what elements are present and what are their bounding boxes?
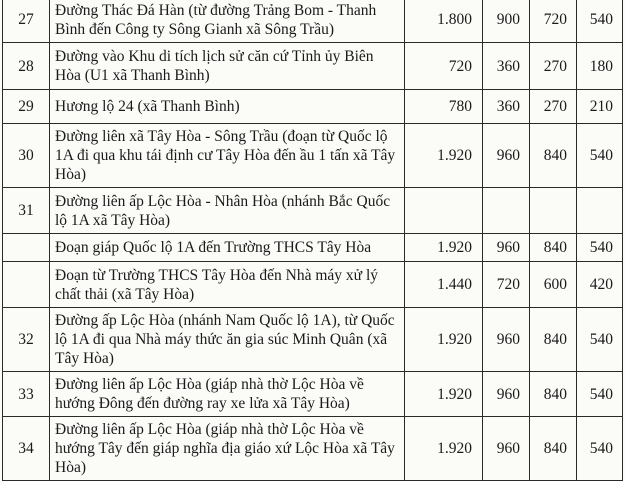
price-position-4: 420 <box>577 262 623 308</box>
price-position-3: 270 <box>530 90 577 124</box>
price-position-4: 540 <box>577 0 623 43</box>
price-position-4: 540 <box>577 308 623 372</box>
price-position-3: 840 <box>530 308 577 372</box>
table-row <box>3 124 623 188</box>
road-name: Đường liên ấp Lộc Hòa (giáp nhà thờ Lộc Hòa về hướng Đông đến đường ray xe lửa xã Tây Hòa) <box>50 372 405 417</box>
table-row <box>3 372 623 417</box>
table-row <box>3 43 623 90</box>
price-position-1: 1.920 <box>405 372 483 417</box>
price-position-2: 900 <box>483 0 530 43</box>
row-number: 34 <box>3 417 50 481</box>
road-name: Đường liên ấp Lộc Hòa (giáp nhà thờ Lộc Hòa về hướng Tây đến giáp nghĩa địa giáo xứ Lộc Hòa xã Tây Hòa) <box>50 417 405 481</box>
price-position-2: 360 <box>483 43 530 90</box>
road-name: Đoạn từ Trường THCS Tây Hòa đến Nhà máy xử lý chất thải (xã Tây Hòa) <box>50 262 405 308</box>
row-number: 30 <box>3 124 50 188</box>
price-position-1: 1.920 <box>405 234 483 262</box>
table-row <box>3 90 623 124</box>
price-position-4: 540 <box>577 234 623 262</box>
road-name: Đường Thác Đá Hàn (từ đường Trảng Bom - Thanh Bình đến Công ty Sông Gianh xã Sông Trầu) <box>50 0 405 43</box>
row-number <box>3 234 50 262</box>
road-name: Đoạn giáp Quốc lộ 1A đến Trường THCS Tây Hòa <box>50 234 405 262</box>
price-position-1: 1.440 <box>405 262 483 308</box>
table-row <box>3 188 623 234</box>
table-row <box>3 417 623 481</box>
row-number: 27 <box>3 0 50 43</box>
road-name: Hương lộ 24 (xã Thanh Bình) <box>50 90 405 124</box>
price-position-4: 540 <box>577 372 623 417</box>
table-row <box>3 262 623 308</box>
road-name: Đường liên xã Tây Hòa - Sông Trầu (đoạn từ Quốc lộ 1A đi qua khu tái định cư Tây Hòa đến ầu 1 tấn xã Tây Hòa) <box>50 124 405 188</box>
price-position-1: 1.920 <box>405 308 483 372</box>
price-position-2: 960 <box>483 234 530 262</box>
price-position-2: 960 <box>483 417 530 481</box>
table-row <box>3 234 623 262</box>
row-number: 29 <box>3 90 50 124</box>
table-body <box>3 0 623 481</box>
price-position-1: 780 <box>405 90 483 124</box>
price-position-2: 960 <box>483 308 530 372</box>
price-position-4: 540 <box>577 124 623 188</box>
price-position-4: 210 <box>577 90 623 124</box>
row-number: 33 <box>3 372 50 417</box>
price-position-1: 720 <box>405 43 483 90</box>
road-name: Đường liên ấp Lộc Hòa - Nhân Hòa (nhánh Bắc Quốc lộ 1A xã Tây Hòa) <box>50 188 405 234</box>
price-position-4 <box>577 188 623 234</box>
land-price-table <box>2 0 623 481</box>
price-position-1: 1.800 <box>405 0 483 43</box>
row-number <box>3 262 50 308</box>
road-name: Đường vào Khu di tích lịch sử căn cứ Tỉnh ủy Biên Hòa (U1 xã Thanh Bình) <box>50 43 405 90</box>
price-position-3: 840 <box>530 124 577 188</box>
price-position-2: 720 <box>483 262 530 308</box>
price-position-1: 1.920 <box>405 124 483 188</box>
price-position-3: 720 <box>530 0 577 43</box>
price-position-3: 270 <box>530 43 577 90</box>
price-position-2: 960 <box>483 372 530 417</box>
price-position-4: 540 <box>577 417 623 481</box>
price-position-3: 840 <box>530 372 577 417</box>
price-position-1 <box>405 188 483 234</box>
price-position-2: 360 <box>483 90 530 124</box>
price-position-2 <box>483 188 530 234</box>
price-position-2: 960 <box>483 124 530 188</box>
price-position-3 <box>530 188 577 234</box>
price-position-3: 840 <box>530 417 577 481</box>
price-position-3: 600 <box>530 262 577 308</box>
table-row <box>3 308 623 372</box>
row-number: 32 <box>3 308 50 372</box>
price-position-1: 1.920 <box>405 417 483 481</box>
price-position-3: 840 <box>530 234 577 262</box>
row-number: 28 <box>3 43 50 90</box>
road-name: Đường ấp Lộc Hòa (nhánh Nam Quốc lộ 1A), từ Quốc lộ 1A đi qua Nhà máy thức ăn gia súc Minh Quân (xã Tây Hòa) <box>50 308 405 372</box>
price-position-4: 180 <box>577 43 623 90</box>
table-row <box>3 0 623 43</box>
row-number: 31 <box>3 188 50 234</box>
